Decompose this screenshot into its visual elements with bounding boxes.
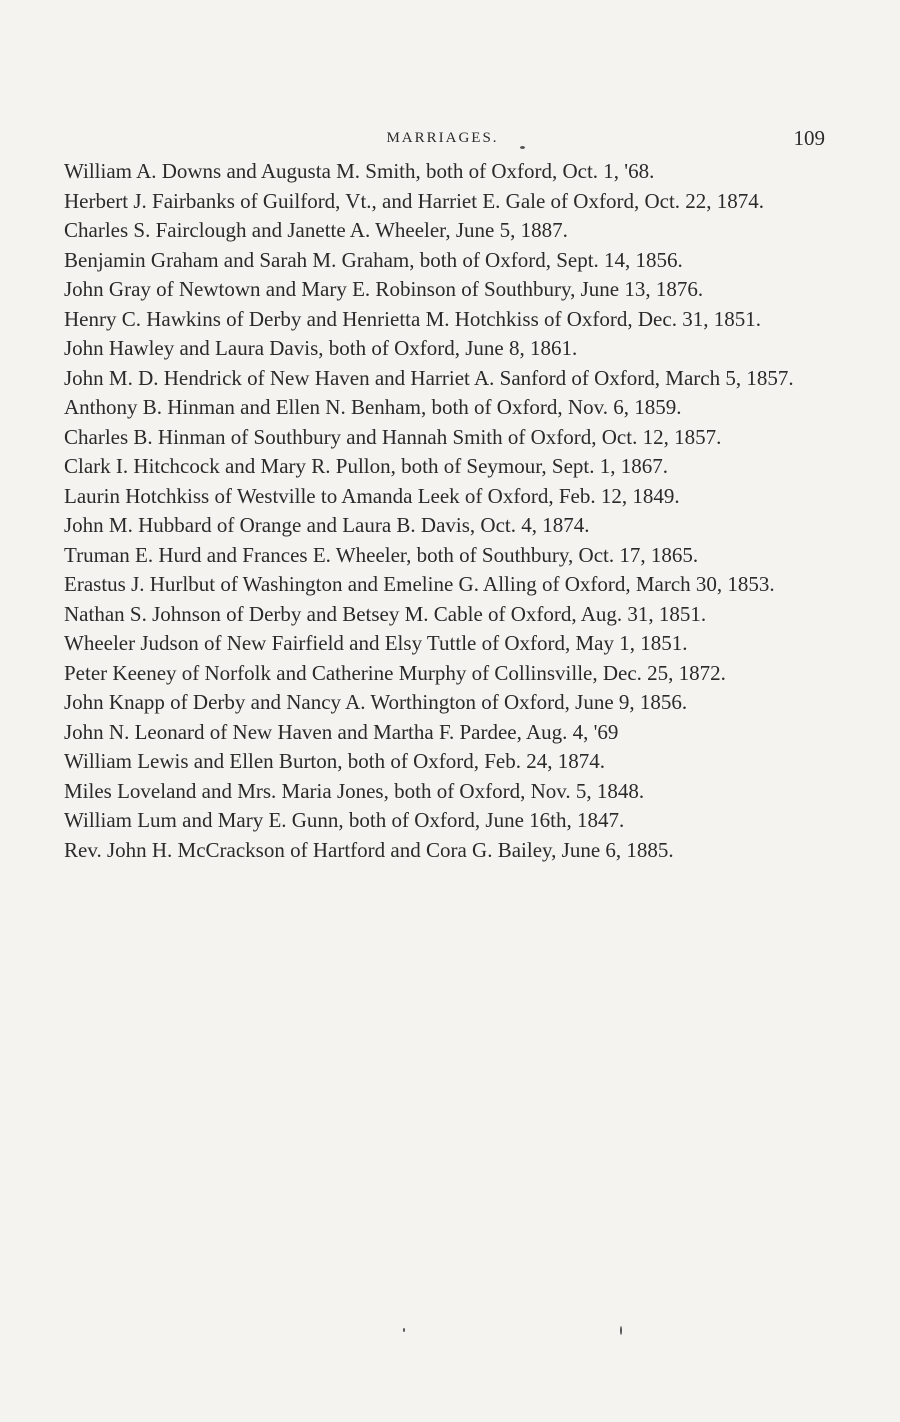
marriage-entry: John Hawley and Laura Davis, both of Oxford, June 8, 1861. xyxy=(64,336,578,360)
marriage-entry: Herbert J. Fairbanks of Guilford, Vt., and Harriet E. Gale of Oxford, Oct. 22, 1874. xyxy=(64,188,765,213)
marriage-entry: Charles S. Fairclough and Janette A. Wheeler, June 5, 1887. xyxy=(64,218,568,242)
ink-speck xyxy=(620,1326,622,1335)
marriage-entry: William Lewis and Ellen Burton, both of Oxford, Feb. 24, 1874. xyxy=(64,749,605,773)
running-head: MARRIAGES. xyxy=(386,130,499,146)
marriage-entry: John Knapp of Derby and Nancy A. Worthington of Oxford, June 9, 1856. xyxy=(64,690,688,714)
marriage-entry: Peter Keeney of Norfolk and Catherine Murphy of Collinsville, Dec. 25, 1872. xyxy=(64,660,726,685)
marriage-entry: Erastus J. Hurlbut of Washington and Emeline G. Alling of Oxford, March 30, 1853. xyxy=(64,572,775,596)
marriage-entry: John M. D. Hendrick of New Haven and Harriet A. Sanford of Oxford, March 5, 1857. xyxy=(64,365,794,390)
marriage-list xyxy=(64,157,816,865)
marriage-entry: Laurin Hotchkiss of Westville to Amanda Leek of Oxford, Feb. 12, 1849. xyxy=(64,483,680,508)
marriage-entry: John Gray of Newtown and Mary E. Robinson of Southbury, June 13, 1876. xyxy=(64,277,704,301)
marriage-entry: Anthony B. Hinman and Ellen N. Benham, both of Oxford, Nov. 6, 1859. xyxy=(64,395,682,419)
marriage-entry: Henry C. Hawkins of Derby and Henrietta M. Hotchkiss of Oxford, Dec. 31, 1851. xyxy=(64,306,761,331)
marriage-entry: William A. Downs and Augusta M. Smith, both of Oxford, Oct. 1, '68. xyxy=(64,159,655,183)
marriage-entry: Rev. John H. McCrackson of Hartford and Cora G. Bailey, June 6, 1885. xyxy=(64,837,674,862)
marriage-entry: Benjamin Graham and Sarah M. Graham, both of Oxford, Sept. 14, 1856. xyxy=(64,247,683,272)
marriage-entry: Charles B. Hinman of Southbury and Hannah Smith of Oxford, Oct. 12, 1857. xyxy=(64,424,722,449)
marriage-entry: William Lum and Mary E. Gunn, both of Oxford, June 16th, 1847. xyxy=(64,808,625,832)
marriage-entry: Miles Loveland and Mrs. Maria Jones, both of Oxford, Nov. 5, 1848. xyxy=(64,778,645,803)
marriage-entry: Clark I. Hitchcock and Mary R. Pullon, both of Seymour, Sept. 1, 1867. xyxy=(64,454,669,478)
marriage-entry: Truman E. Hurd and Frances E. Wheeler, both of Southbury, Oct. 17, 1865. xyxy=(64,542,699,567)
page-header xyxy=(60,126,825,152)
marriage-entry: John M. Hubbard of Orange and Laura B. Davis, Oct. 4, 1874. xyxy=(64,513,590,537)
ink-speck xyxy=(403,1328,405,1332)
marriage-entry: John N. Leonard of New Haven and Martha F. Pardee, Aug. 4, '69 xyxy=(64,719,619,744)
page-number: 109 xyxy=(793,126,825,150)
marriage-entry: Wheeler Judson of New Fairfield and Elsy Tuttle of Oxford, May 1, 1851. xyxy=(64,631,688,655)
marriage-entry: Nathan S. Johnson of Derby and Betsey M. Cable of Oxford, Aug. 31, 1851. xyxy=(64,601,707,626)
